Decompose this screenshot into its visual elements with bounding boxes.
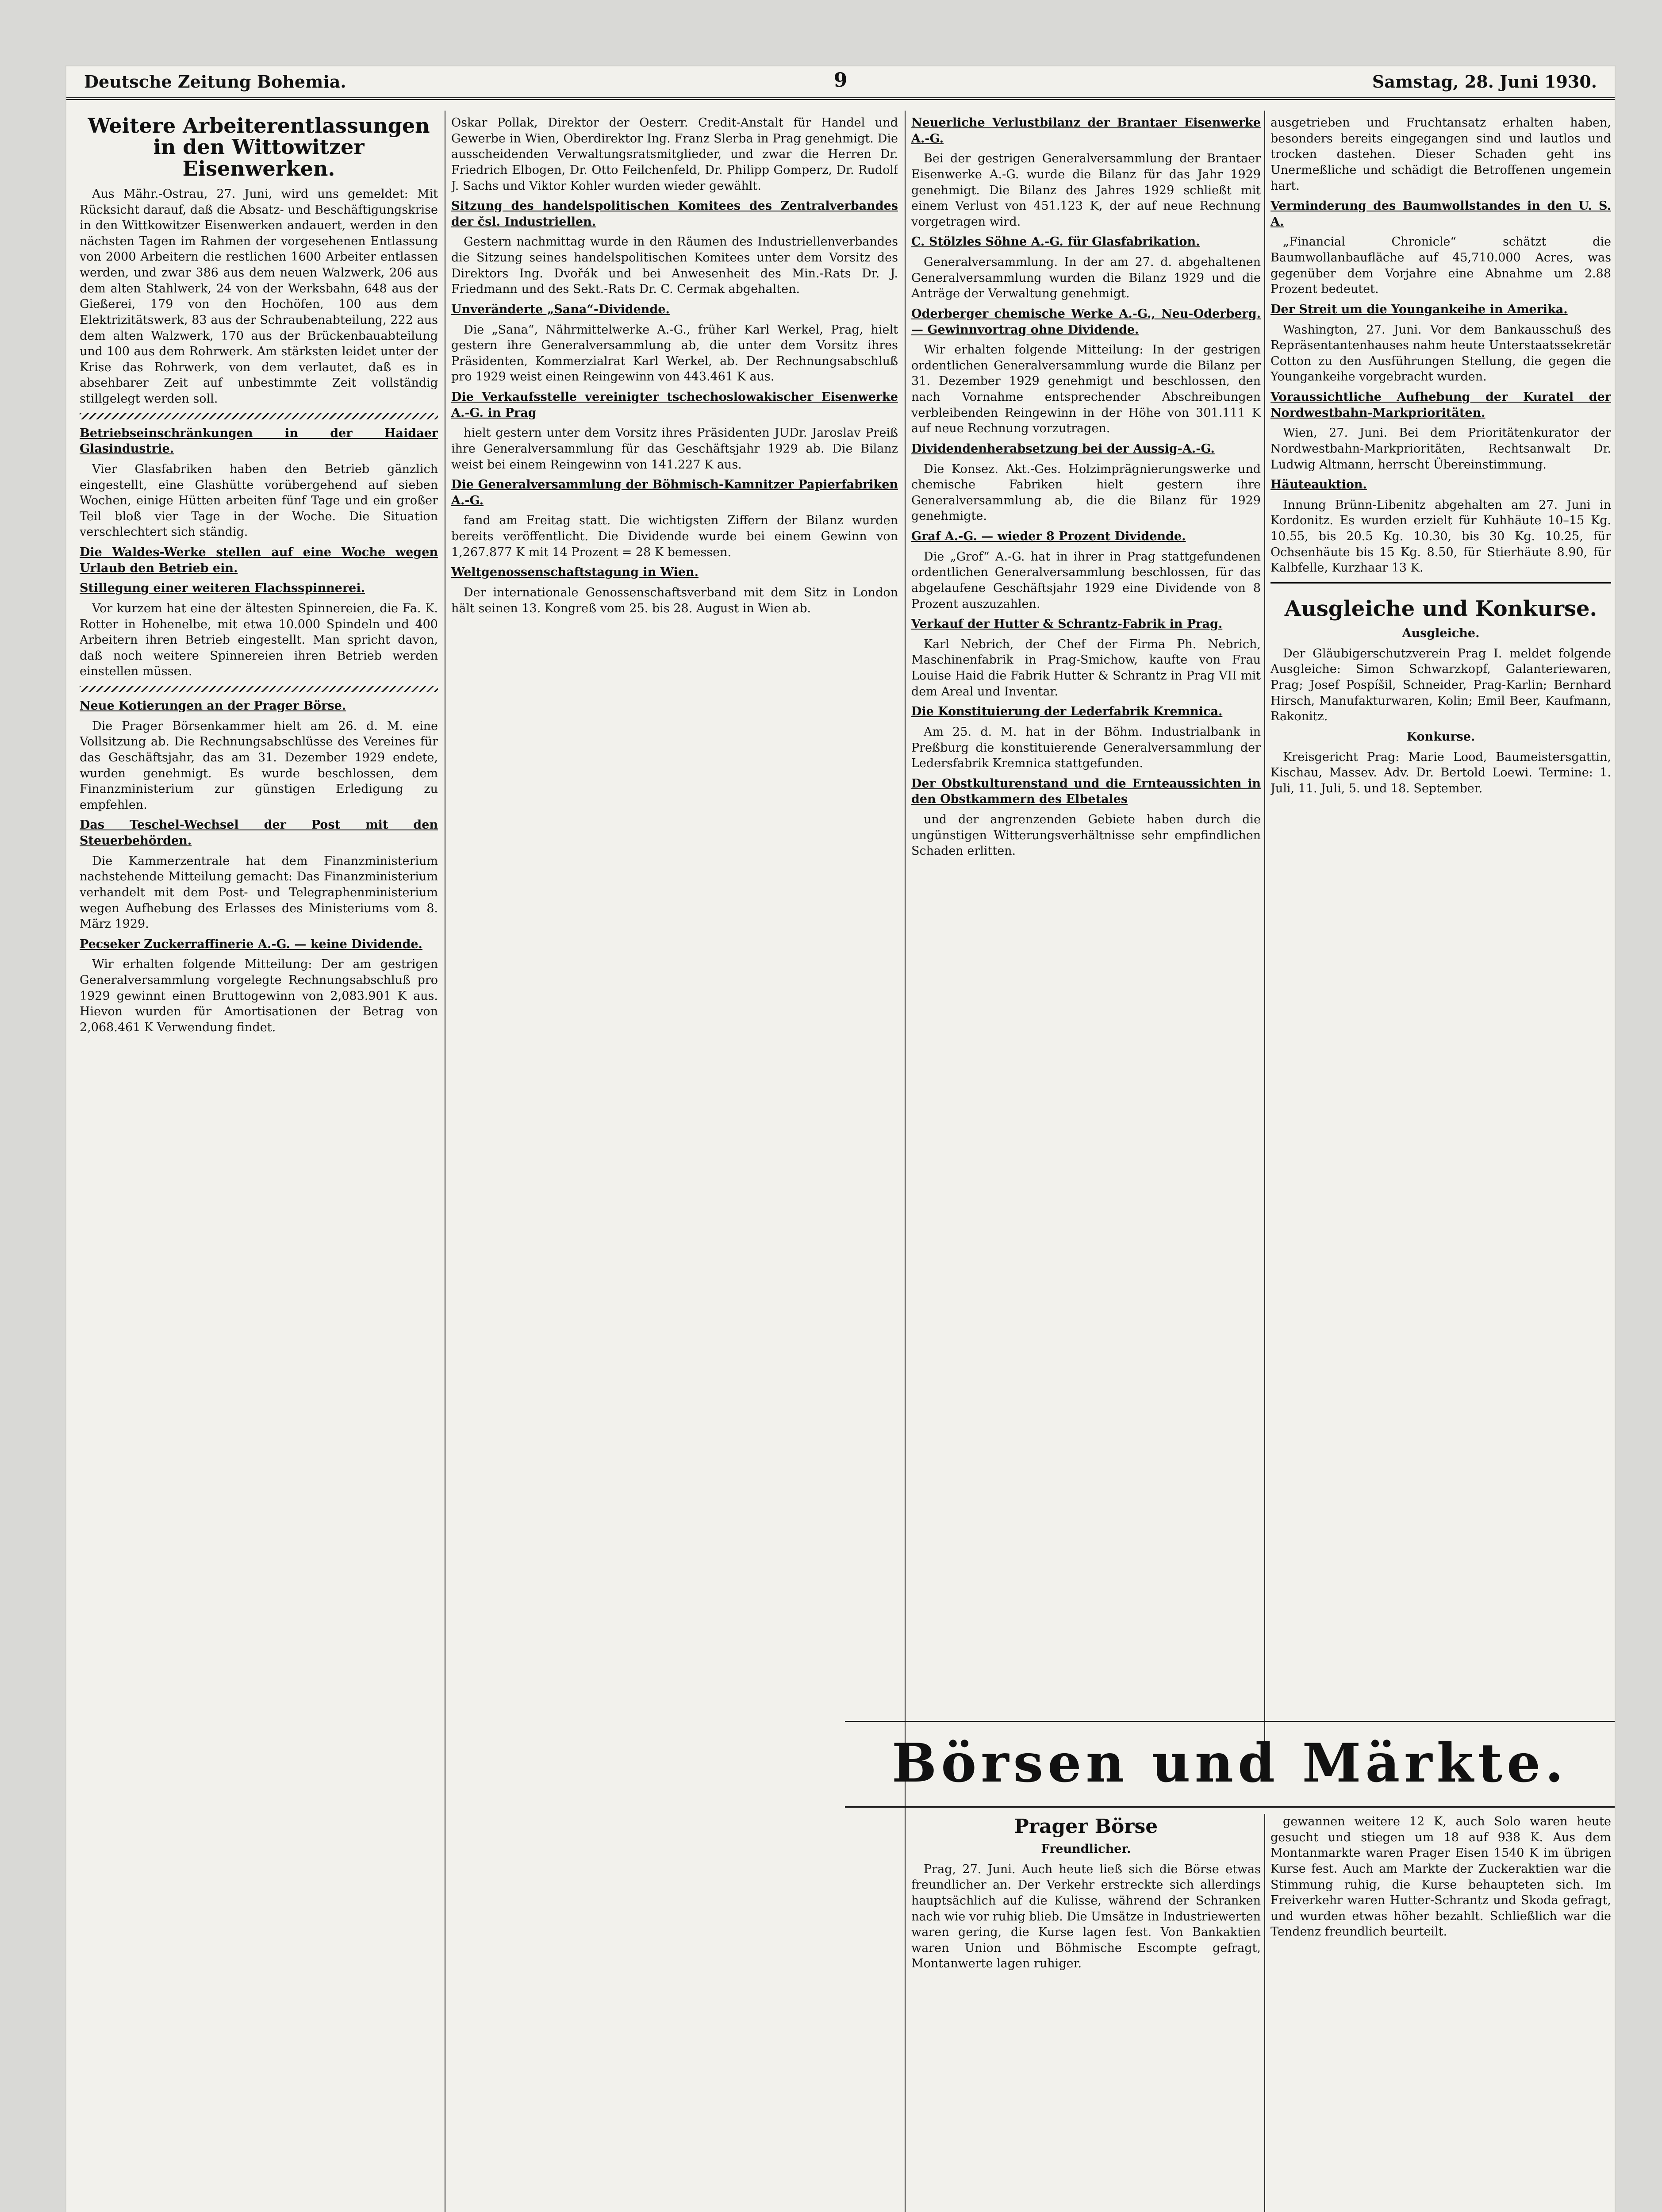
column-divider (1264, 111, 1265, 1774)
article-paragraph: Vor kurzem hat eine der ältesten Spinnereien, die Fa. K. Rotter in Hohenelbe, mit etwa 10.000 Spindeln und 400 Arbeitern ihren Betrieb eingestellt. Man spricht davon, daß noch weitere Spinnereien ihren Betrieb werden einstellen müssen. (80, 601, 438, 679)
article-headline: Weitere Arbeiterentlassungen in den Wittowitzer Eisenwerken. (88, 115, 430, 180)
column-2 (451, 115, 898, 2212)
article-paragraph: hielt gestern unter dem Vorsitz ihres Präsidenten JUDr. Jaroslav Preiß ihre Generalversammlung für das Geschäftsjahr 1929 ab. Die Bilanz weist bei einem Reingewinn von 141.227 K aus. (451, 426, 898, 472)
article-subheading: Weltgenossenschaftstagung in Wien. (451, 565, 699, 580)
article-paragraph: Gestern nachmittag wurde in den Räumen des Industriellenverbandes die Sitzung seines handelspolitischen Komitees unter dem Vorsitz des Direktors Ing. Dvořák und bei Anwesenheit des Min.-Rats Dr. J. Friedmann und des Sekt.-Rats Dr. C. Cermak abgehalten. (451, 235, 898, 296)
article-subheading: Dividendenherabsetzung bei der Aussig-A.-G. (911, 442, 1215, 456)
issue-date: Samstag, 28. Juni 1930. (1372, 72, 1597, 92)
article-paragraph: Die Kammerzentrale hat dem Finanzministerium nachstehende Mitteilung gemacht: Das Finanzministerium verhandelt mit dem Post- und Telegraphenministerium wegen Aufhebung des Erlasses des Ministeriums vom 8. März 1929. (80, 854, 438, 931)
prager-subtitle: Freundlicher. (1041, 1842, 1131, 1856)
article-paragraph: Der Gläubigerschutzverein Prag I. meldet folgende Ausgleiche: Simon Schwarzkopf, Galanteriewaren, Prag; Josef Pospíšil, Schneider, Prag-Karlin; Bernhard Hirsch, Manufakturwaren, Kolin; Emil Beer, Kaufmann, Rakonitz. (1270, 646, 1611, 724)
section-subtitle: Konkurse. (1406, 730, 1475, 744)
markets-banner-title: Börsen und Märkte. (891, 1732, 1568, 1794)
article-subheading: Unveränderte „Sana“-Dividende. (451, 302, 670, 316)
article-subheading: Stillegung einer weiteren Flachsspinnerei. (80, 581, 365, 595)
column-3 (911, 115, 1261, 1774)
article-paragraph: Prag, 27. Juni. Auch heute ließ sich die Börse etwas freundlicher an. Der Verkehr erstreckte sich allerdings hauptsächlich auf die Kulisse, während der Schranken nach wie vor ruhig blieb. Die Umsätze in Industriewerten waren gering, die Kurse lagen fest. Von Bankaktien waren Union und Böhmische Escompte gefragt, Montanwerte lagen ruhiger. (911, 1862, 1261, 1971)
page-header (66, 66, 1615, 100)
article-subheading: Verkauf der Hutter & Schrantz-Fabrik in Prag. (911, 617, 1223, 631)
article-paragraph: fand am Freitag statt. Die wichtigsten Ziffern der Bilanz wurden bereits veröffentlicht. Die Dividende wurde bei einem Gewinn von 1,267.877 K mit 14 Prozent = 28 K bemessen. (451, 514, 898, 559)
article-paragraph: Die Konsez. Akt.-Ges. Holzimprägnierungswerke und chemische Fabriken hielt gestern ihre Generalversammlung ab, die die Bilanz für 1929 genehmigte. (911, 462, 1261, 523)
article-subheading: Der Streit um die Youngankeihe in Amerika. (1270, 302, 1568, 316)
article-paragraph: Der internationale Genossenschaftsverband mit dem Sitz in London hält seinen 13. Kongreß vom 25. bis 28. August in Wien ab. (451, 585, 898, 615)
newspaper-page (66, 66, 1615, 2212)
article-paragraph: Wir erhalten folgende Mitteilung: In der gestrigen ordentlichen Generalversammlung wurde die Bilanz per 31. Dezember 1929 genehmigt und beschlossen, den nach Vornahme entsprechender Abschreibungen verbleibenden Reingewinn in der Höhe von 301.111 K auf neue Rechnung vorzutragen. (911, 343, 1261, 436)
article-subheading: Betriebseinschränkungen in der Haidaer Glasindustrie. (80, 426, 438, 456)
article-paragraph: Generalversammlung. In der am 27. d. abgehaltenen Generalversammlung wurden die Bilanz 1929 und die Anträge der Verwaltung genehmigt. (911, 255, 1261, 301)
article-subheading: Die Waldes-Werke stellen auf eine Woche wegen Urlaub den Betrieb ein. (80, 545, 438, 575)
article-subheading: Die Konstituierung der Lederfabrik Kremnica. (911, 705, 1223, 719)
separator (1270, 582, 1611, 584)
article-paragraph: und der angrenzenden Gebiete haben durch die ungünstigen Witterungsverhältnisse sehr empfindlichen Schaden erlitten. (911, 813, 1261, 858)
article-paragraph: Vier Glasfabriken haben den Betrieb gänzlich eingestellt, eine Glashütte vorübergehend auf sieben Wochen, einige Hütten arbeiten fünf Tage und ein großer Teil bloß vier Tage in der Woche. Die Situation verschlechtert sich ständig. (80, 462, 438, 539)
markets-banner (845, 1721, 1615, 1808)
article-paragraph: Washington, 27. Juni. Vor dem Bankausschuß des Repräsentantenhauses nahm heute Unterstaatssekretär Cotton zu den Ausführungen Stellung, die gegen die Youngankeihe vorgebracht wurden. (1270, 323, 1611, 384)
article-subheading: Neue Kotierungen an der Prager Börse. (80, 699, 346, 713)
markets-continuation (1270, 1814, 1611, 1940)
article-subheading: Die Verkaufsstelle vereinigter tschechoslowakischer Eisenwerke A.-G. in Prag (451, 390, 898, 420)
article-subheading: Voraussichtliche Aufhebung der Kuratel der Nordwestbahn-Markprioritäten. (1270, 390, 1611, 420)
article-paragraph: Die „Grof“ A.-G. hat in ihrer in Prag stattgefundenen ordentlichen Generalversammlung beschlossen, für das abgelaufene Geschäftsjahr 1929 eine Dividende von 8 Prozent auszuzahlen. (911, 549, 1261, 611)
article-paragraph: Bei der gestrigen Generalversammlung der Brantaer Eisenwerke A.-G. wurde die Bilanz für das Jahr 1929 genehmigt. Die Bilanz des Jahres 1929 schließt mit einem Verlust von 451.123 K, der auf neue Rechnung vorgetragen wird. (911, 152, 1261, 229)
newspaper-title: Deutsche Zeitung Bohemia. (84, 72, 346, 92)
column-1 (80, 115, 438, 2212)
prager-boerse-article (911, 1814, 1261, 1972)
article-paragraph: Innung Brünn-Libenitz abgehalten am 27. Juni in Kordonitz. Es wurden erzielt für Kuhhäute 10–15 Kg. 10.55, bis 20.5 Kg. 10.30, bis 30 Kg. 10.25, für Ochsenhäute bis 15 Kg. 8.50, für Stierhäute 8.90, für Kalbfelle, Kurzhaar 13 K. (1270, 498, 1611, 575)
article-subheading: Der Obstkulturenstand und die Ernteaussichten in den Obstkammern des Elbetales (911, 776, 1261, 806)
article-paragraph: Wien, 27. Juni. Bei dem Prioritätenkurator der Nordwestbahn-Markprioritäten, Rechtsanwalt Dr. Ludwig Altmann, herrscht Übereinstimmung. (1270, 426, 1611, 472)
article-paragraph: Die „Sana“, Nährmittelwerke A.-G., früher Karl Werkel, Prag, hielt gestern ihre Generalversammlung ab, die unter dem Vorsitz ihres Präsidenten, Kommerzialrat Karl Werkel, ab. Der Rechnungsabschluß pro 1929 weist einen Reingewinn von 443.461 K aus. (451, 323, 898, 384)
prager-title: Prager Börse (1014, 1815, 1158, 1838)
article-subheading: Graf A.-G. — wieder 8 Prozent Dividende. (911, 530, 1186, 543)
article-subheading: Sitzung des handelspolitischen Komitees des Zentralverbandes der čsl. Industriellen. (451, 199, 898, 229)
article-paragraph: Am 25. d. M. hat in der Böhm. Industrialbank in Preßburg die konstituierende Generalversammlung der Ledersfabrik Kremnica stattgefunden. (911, 725, 1261, 771)
article-paragraph: Die Prager Börsenkammer hielt am 26. d. M. eine Vollsitzung ab. Die Rechnungsabschlüsse des Vereines für das Geschäftsjahr, das am 31. Dezember 1929 endete, wurden genehmigt. Es wurde beschlossen, dem Finanzministerium zur günstigen Erledigung zu empfehlen. (80, 719, 438, 812)
column-4 (1270, 115, 1611, 1774)
article-subheading: Das Teschel-Wechsel der Post mit den Steuerbehörden. (80, 818, 438, 848)
page-number: 9 (833, 69, 848, 92)
column-divider (905, 111, 906, 2212)
article-paragraph: Oskar Pollak, Direktor der Oesterr. Credit-Anstalt für Handel und Gewerbe in Wien, Oberdirektor Ing. Franz Slerba in Prag genehmigt. Die ausscheidenden Verwaltungsratsmitglieder, und zwar die Herren Dr. Friedrich Elbogen, Dr. Otto Feilchenfeld, Dr. Philipp Gomperz, Dr. Rudolf J. Sachs und Viktor Kohler wurden wieder gewählt. (451, 116, 898, 193)
article-subheading: Pecseker Zuckerraffinerie A.-G. — keine Dividende. (80, 937, 422, 951)
article-paragraph: ausgetrieben und Fruchtansatz erhalten haben, besonders bereits eingegangen sind und lautlos und trocken dastehen. Dieser Schaden geht ins Unermeßliche und schädigt die Betroffenen ungemein hart. (1270, 116, 1611, 193)
article-paragraph: gewannen weitere 12 K, auch Solo waren heute gesucht und stiegen um 18 auf 938 K. Aus dem Montanmarkte waren Prager Eisen 1540 K im übrigen Kurse fest. Auch am Markte der Zuckeraktien war die Stimmung ruhig, die Kurse behaupteten sich. Im Freiverkehr waren Hutter-Schrantz und Skoda gefragt, und wurden etwas höher bezahlt. Schließlich war die Tendenz freundlich beurteilt. (1270, 1815, 1611, 1939)
column-divider (1264, 1814, 1265, 2212)
article-subheading: Oderberger chemische Werke A.-G., Neu-Oderberg. — Gewinnvortrag ohne Dividende. (911, 307, 1261, 337)
article-subheading: Die Generalversammlung der Böhmisch-Kamnitzer Papierfabriken A.-G. (451, 478, 898, 507)
article-paragraph: „Financial Chronicle“ schätzt die Baumwollanbaufläche auf 45,710.000 Acres, was gegenüber dem Vorjahre eine Abnahme um 2.88 Prozent bedeutet. (1270, 235, 1611, 296)
article-paragraph: Aus Mähr.-Ostrau, 27. Juni, wird uns gemeldet: Mit Rücksicht darauf, daß die Absatz- und Beschäftigungskrise in den Wittkowitzer Eisenwerken andauert, werden in den nächsten Tagen im Rahmen der vorgesehenen Entlassung von 2000 Arbeitern die restlichen 1600 Arbeiter entlassen werden, und zwar 386 aus dem neuen Walzwerk, 206 aus dem alten Stahlwerk, 24 von der Werksbahn, 648 aus der Gießerei, 179 von den Hochöfen, 100 aus dem Elektrizitätswerk, 83 aus der Schraubenabteilung, 222 aus dem alten Walzwerk, 170 aus der Brückenbauabteilung und 100 aus dem Rohrwerk. Am stärksten leidet unter der Krise das Rohrwerk, von dem verlautet, daß es in absehbarer Zeit auf unbestimmte Zeit vollständig stillgelegt werden soll. (80, 187, 438, 406)
section-subtitle: Ausgleiche. (1402, 626, 1480, 641)
article-paragraph: Karl Nebrich, der Chef der Firma Ph. Nebrich, Maschinenfabrik in Prag-Smichow, kaufte von Frau Louise Haid die Fabrik Hutter & Schrantz in Prag VII mit dem Areal und Inventar. (911, 637, 1261, 699)
article-subheading: Verminderung des Baumwollstandes in den U. S. A. (1270, 199, 1611, 229)
separator (80, 686, 438, 692)
separator (80, 413, 438, 419)
article-subheading: Neuerliche Verlustbilanz der Brantaer Eisenwerke A.-G. (911, 116, 1261, 146)
article-subheading: C. Stölzles Söhne A.-G. für Glasfabrikation. (911, 235, 1200, 249)
article-paragraph: Kreisgericht Prag: Marie Lood, Baumeistersgattin, Kischau, Massev. Adv. Dr. Bertold Loewi. Termine: 1. Juli, 11. Juli, 5. und 18. September. (1270, 750, 1611, 795)
article-paragraph: Wir erhalten folgende Mitteilung: Der am gestrigen Generalversammlung vorgelegte Rechnungsabschluß pro 1929 gewinnt einen Bruttogewinn von 2,083.901 K aus. Hievon wurden für Amortisationen der Betrag von 2,068.461 K Verwendung findet. (80, 957, 438, 1034)
article-subheading: Häuteauktion. (1270, 478, 1367, 492)
section-title: Ausgleiche und Konkurse. (1284, 596, 1597, 621)
